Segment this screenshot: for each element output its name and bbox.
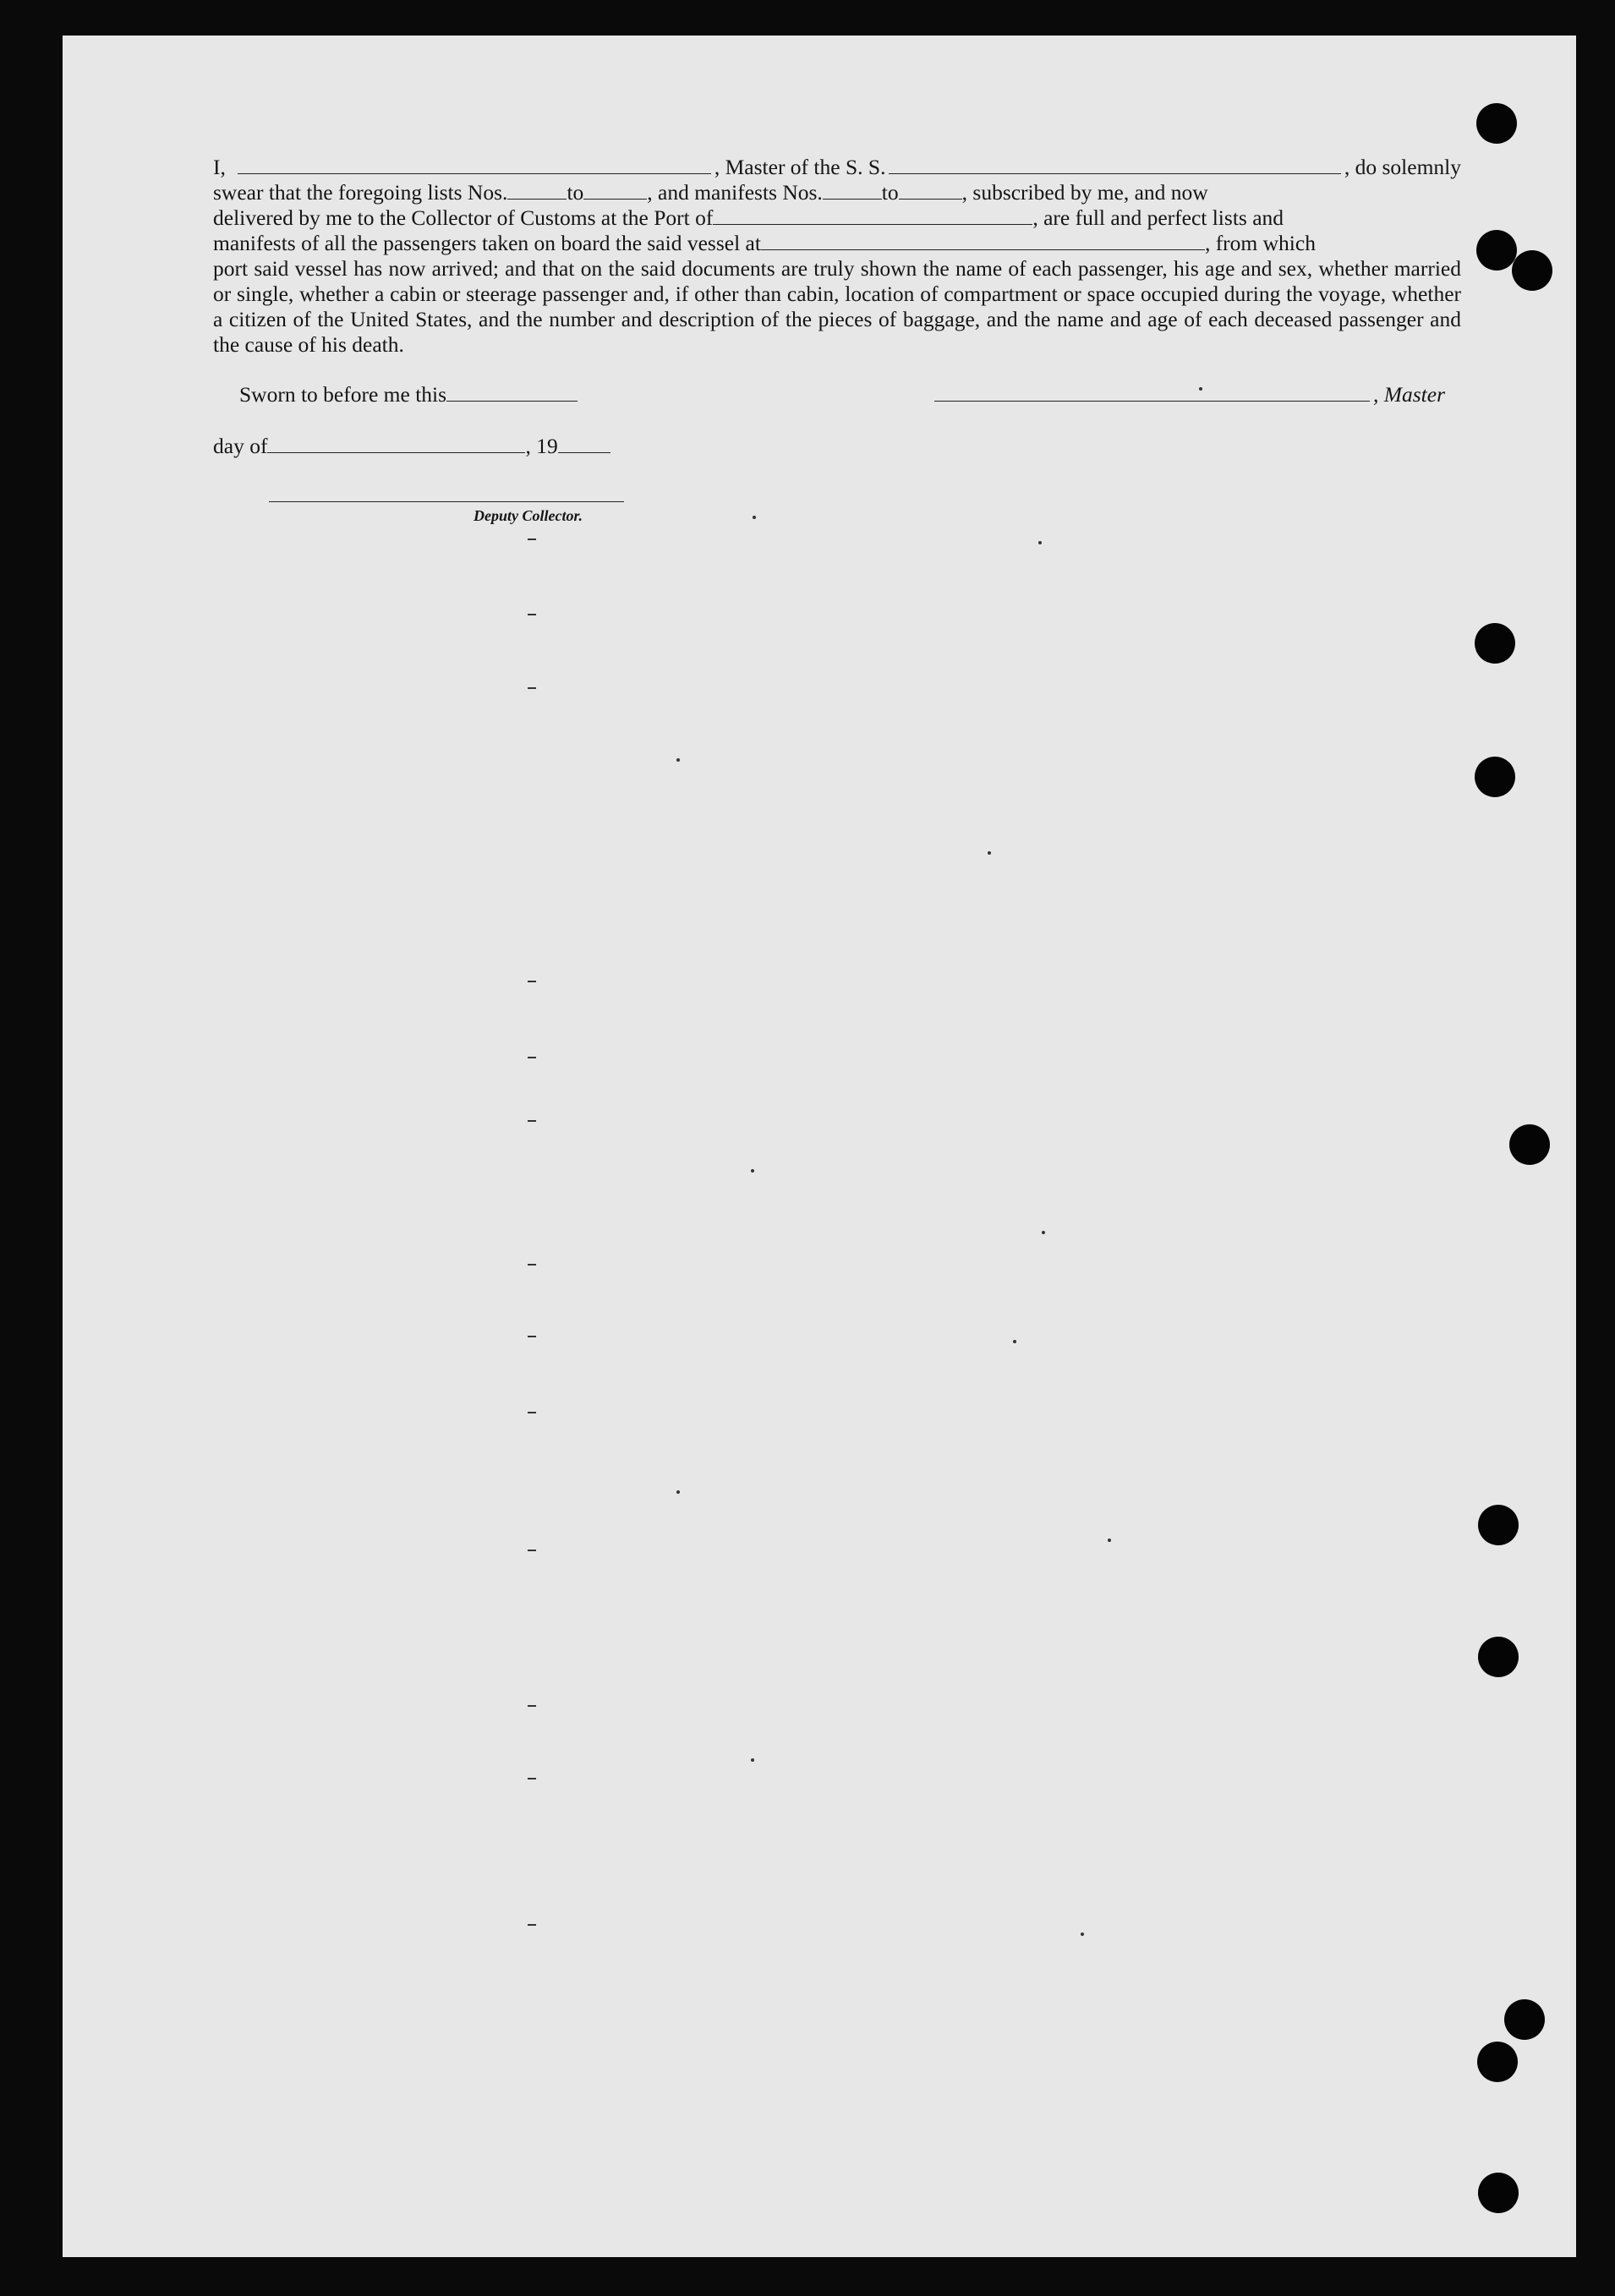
lists-nos-text: swear that the foregoing lists Nos. xyxy=(213,180,508,205)
from-which-text: , from which xyxy=(1204,231,1316,255)
year-prefix-text: , 19 xyxy=(525,434,558,458)
punch-hole xyxy=(1477,2042,1518,2082)
deputy-signature-line xyxy=(269,501,624,502)
declaration-i: I, xyxy=(213,155,226,179)
day-of-text: day of xyxy=(213,434,268,458)
sworn-text: Sworn to before me this xyxy=(239,382,447,407)
bleed-mark xyxy=(528,1550,536,1551)
document-page xyxy=(63,36,1576,2257)
year-blank xyxy=(558,434,610,453)
manifests-from-blank xyxy=(823,180,882,200)
manifests-to-blank xyxy=(899,180,962,200)
punch-hole xyxy=(1475,757,1515,797)
port-of-embarkation-blank xyxy=(761,231,1205,250)
manifests-nos-text: , and manifests Nos. xyxy=(647,180,823,205)
bleed-speck xyxy=(676,1490,680,1494)
bleed-speck xyxy=(988,851,991,855)
day-of-line xyxy=(213,434,610,459)
bleed-speck xyxy=(751,1169,754,1173)
subscribed-text: , subscribed by me, and now xyxy=(961,180,1208,205)
punch-hole xyxy=(1476,103,1517,144)
to-text: to xyxy=(567,180,584,205)
bleed-speck xyxy=(1042,1231,1045,1234)
punch-hole xyxy=(1478,2173,1519,2213)
bleed-mark xyxy=(528,981,536,982)
declaration-line-1 xyxy=(213,155,1461,180)
solemnly-text: , do solemnly xyxy=(1344,155,1461,179)
full-perfect-text: , are full and perfect lists and xyxy=(1032,205,1284,230)
name-blank xyxy=(238,155,711,174)
bleed-mark xyxy=(528,1778,536,1779)
bleed-speck xyxy=(1199,387,1202,391)
sworn-line xyxy=(239,382,578,407)
master-of-ss-text: , Master of the S. S. xyxy=(714,155,886,179)
bleed-mark xyxy=(528,1264,536,1266)
collector-text: delivered by me to the Collector of Customs at the Port of xyxy=(213,205,714,230)
declaration-paragraph xyxy=(213,155,1461,358)
port-blank xyxy=(713,205,1032,225)
bleed-mark xyxy=(528,1057,536,1058)
bleed-mark xyxy=(528,538,536,540)
punch-hole xyxy=(1475,623,1515,664)
bleed-speck xyxy=(753,516,756,519)
bleed-mark xyxy=(528,687,536,689)
punch-hole xyxy=(1478,1505,1519,1545)
bleed-speck xyxy=(1038,541,1042,544)
bleed-speck xyxy=(751,1758,754,1762)
manifests-of-text: manifests of all the passengers taken on board the said vessel at xyxy=(213,231,761,255)
master-signature-blank xyxy=(934,382,1370,402)
bleed-speck xyxy=(676,758,680,762)
to-text-2: to xyxy=(881,180,899,205)
bleed-mark xyxy=(528,1412,536,1413)
bleed-mark xyxy=(528,1336,536,1337)
declaration-line-2 xyxy=(213,180,1461,205)
deputy-collector-label: Deputy Collector. xyxy=(474,507,583,524)
punch-hole xyxy=(1478,1637,1519,1677)
lists-from-blank xyxy=(507,180,567,200)
declaration-line-4 xyxy=(213,231,1461,256)
month-blank xyxy=(267,434,525,453)
bleed-speck xyxy=(1108,1539,1111,1542)
punch-hole xyxy=(1509,1124,1550,1165)
punch-hole xyxy=(1504,1999,1545,2040)
lists-to-blank xyxy=(583,180,647,200)
bleed-mark xyxy=(528,1924,536,1926)
punch-hole xyxy=(1512,250,1552,291)
bleed-speck xyxy=(1013,1340,1016,1343)
ship-name-blank xyxy=(889,155,1340,174)
sworn-day-blank xyxy=(446,382,578,402)
declaration-line-5: port said vessel has now arrived; and that on the said documents are truly shown the name of each passenger, his age and sex, whether married or single, whether a cabin or steerage passenger and, if other than cabin, location of compartment or space occupied during the voyage, whether a citizen of the United States, and the number and description of the pieces of baggage, and the name and age of each deceased passenger and the cause of his death. xyxy=(213,256,1461,357)
declaration-line-3 xyxy=(213,205,1461,231)
master-label: , Master xyxy=(1373,382,1445,407)
bleed-mark xyxy=(528,1705,536,1707)
punch-hole xyxy=(1476,230,1517,271)
master-signature-line xyxy=(934,382,1445,407)
bleed-mark xyxy=(528,1120,536,1122)
bleed-speck xyxy=(1081,1932,1084,1936)
bleed-mark xyxy=(528,614,536,615)
